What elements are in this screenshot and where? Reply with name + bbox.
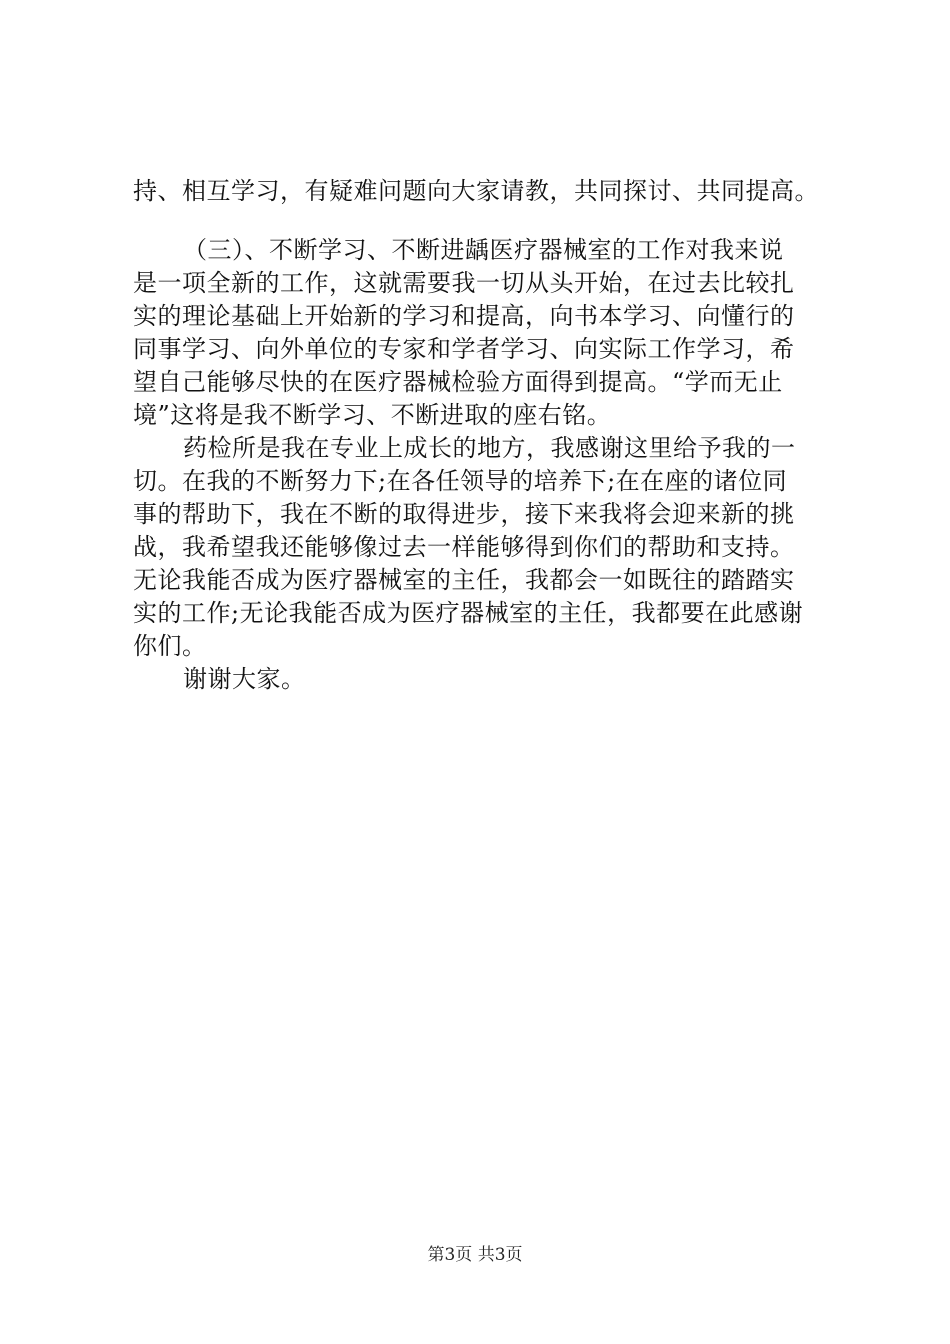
text-line: 你们。 <box>133 632 207 660</box>
text-line: 是一项全新的工作，这就需要我一切从头开始，在过去比较扎 <box>133 269 795 297</box>
closing-line: 谢谢大家。 <box>183 665 306 693</box>
text-line: 战，我希望我还能够像过去一样能够得到你们的帮助和支持。 <box>133 533 795 561</box>
text-line: 望自己能够尽快的在医疗器械检验方面得到提高。“学而无止 <box>133 368 783 396</box>
text-line: 持、相互学习，有疑难问题向大家请教，共同探讨、共同提高。 <box>133 177 819 205</box>
section-heading-line: （三）、不断学习、不断进龋医疗器械室的工作对我来说 <box>183 236 784 264</box>
text-line: 无论我能否成为医疗器械室的主任，我都会一如既往的踏踏实 <box>133 566 795 594</box>
text-line: 实的理论基础上开始新的学习和提高，向书本学习、向懂行的 <box>133 302 795 330</box>
text-line: 切。在我的不断努力下;在各任领导的培养下;在在座的诸位同 <box>133 467 788 495</box>
text-line: 境”这将是我不断学习、不断进取的座右铭。 <box>133 401 612 429</box>
paragraph-start-line: 药检所是我在专业上成长的地方，我感谢这里给予我的一 <box>183 434 796 462</box>
page-number-footer: 第3页 共3页 <box>427 1245 523 1265</box>
text-line: 实的工作;无论我能否成为医疗器械室的主任，我都要在此感谢 <box>133 599 804 627</box>
text-line: 同事学习、向外单位的专家和学者学习、向实际工作学习，希 <box>133 335 795 363</box>
text-line: 事的帮助下，我在不断的取得进步，接下来我将会迎来新的挑 <box>133 500 795 528</box>
